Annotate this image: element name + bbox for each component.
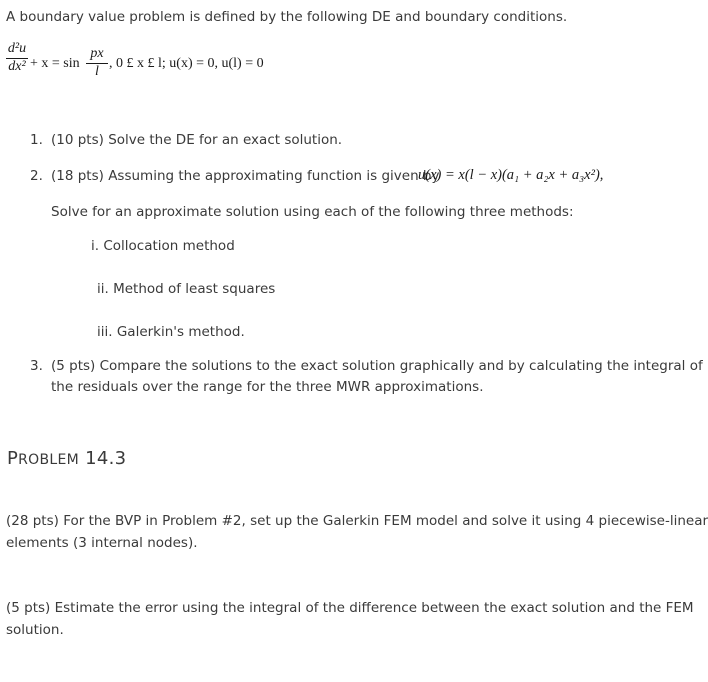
method-galerkin: iii. Galerkin's method. xyxy=(97,324,245,340)
problem-heading-initial: P xyxy=(7,448,19,469)
method-collocation: i. Collocation method xyxy=(91,238,235,254)
item-2-text: (18 pts) Assuming the approximating function is given by xyxy=(51,168,440,184)
sine-argument-fraction xyxy=(86,47,108,79)
p143-para-1-line-1: (28 pts) For the BVP in Problem #2, set up the Galerkin FEM model and solve it using 4 piecewise-linear xyxy=(6,513,708,529)
sine-argument-numerator: px xyxy=(90,46,104,61)
p143-para-2-line-1: (5 pts) Estimate the error using the integral of the difference between the exact solution and the FEM xyxy=(6,600,694,616)
problem-heading-smallcaps: ROBLEM xyxy=(18,452,80,468)
problem-heading-number: 14.3 xyxy=(85,448,127,469)
approx-function-formula: u(x) = x(l − x)(a₁ + a₂x + a₃x²), xyxy=(418,167,604,183)
intro-text: A boundary value problem is defined by the following DE and boundary conditions. xyxy=(6,9,568,25)
derivative-denominator: dx² xyxy=(8,59,26,74)
item-3-line-1: (5 pts) Compare the solutions to the exact solution graphically and by calculating the integral of xyxy=(51,358,703,374)
equation-middle: + x = sin xyxy=(30,56,80,71)
item-1-text: (10 pts) Solve the DE for an exact solution. xyxy=(51,132,343,148)
p143-para-2-line-2: solution. xyxy=(6,622,64,638)
item-3-number: 3. xyxy=(30,358,43,374)
p143-para-1-line-2: elements (3 internal nodes). xyxy=(6,535,198,551)
item-2-instruction: Solve for an approximate solution using each of the following three methods: xyxy=(51,204,574,220)
derivative-fraction xyxy=(6,42,28,74)
item-2-number: 2. xyxy=(30,168,43,184)
item-1-number: 1. xyxy=(30,132,43,148)
method-least-squares: ii. Method of least squares xyxy=(97,281,276,297)
item-3-line-2: the residuals over the range for the three MWR approximations. xyxy=(51,379,484,395)
derivative-numerator: d²u xyxy=(7,41,27,56)
equation-domain-and-bcs: , 0 £ x £ l; u(x) = 0, u(l) = 0 xyxy=(109,56,264,71)
sine-argument-denominator: l xyxy=(95,64,99,79)
problem-heading xyxy=(7,448,126,469)
